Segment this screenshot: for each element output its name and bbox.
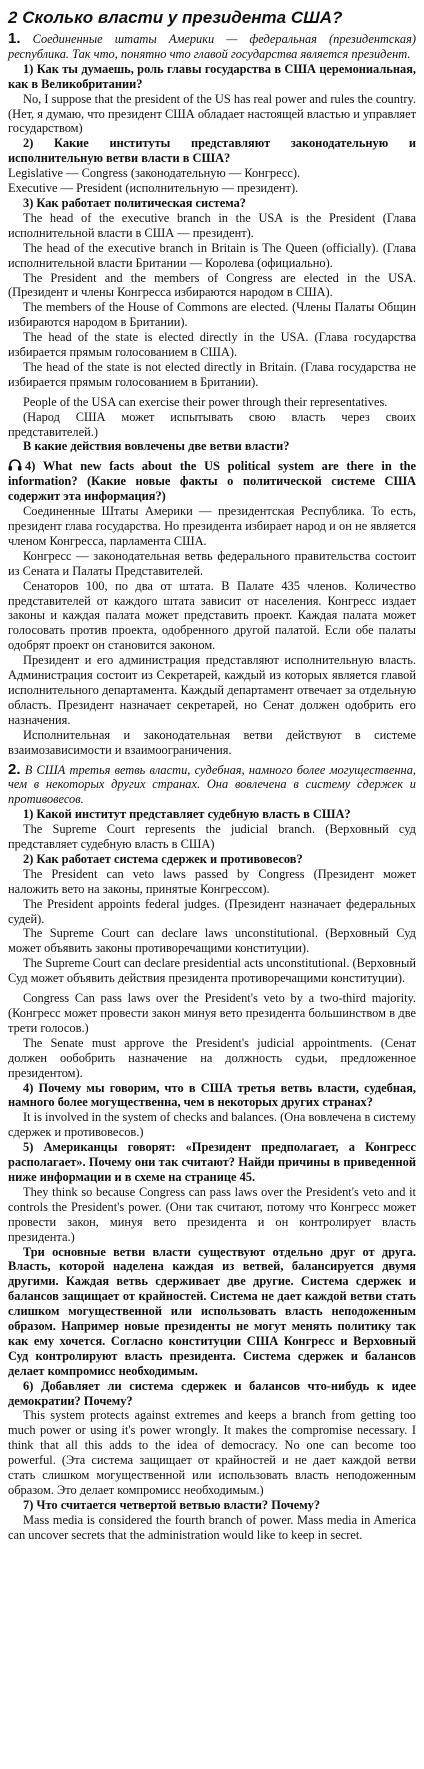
task4-paragraph-3: Сенаторов 100, по два от штата. В Палате 435 членов. Количество представителей от каждого штата зависит от населения. Конгресс издает законы и каждая палата может представить проект. Каждая палата может голосовать против проекта, одобренного другой палатой. Если обе палаты одобрят проект он становится законом.	[8, 578, 416, 653]
task1-question-3: 3) Как работает политическая система?	[23, 195, 246, 210]
task4-paragraph-5: Исполнительная и законодательная ветви действуют в системе взаимозависимости и взаимоограничения.	[8, 727, 416, 757]
task2-number: 2.	[8, 760, 21, 778]
headphones-icon	[8, 459, 22, 471]
task2-question-4: 4) Почему мы говорим, что в США третья ветвь власти, судебная, намного более могущественна, чем в некоторых других странах?	[8, 1080, 416, 1110]
task2-paragraph-3: Три основные ветви власти существуют отдельно друг от друга. Власть, которой наделена каждая из ветвей, балансируется двумя другими. Каждая ветвь сдерживает две другие. Система сдержек и балансов защищает от крайностей. Система не дает каждой ветви стать слишком могущественной или использовать власть неподоженным образом. Например новые президенты не могут менять политику так как ему хочется. Согласно конституции США Конгресс и Верховный Суд контролируют власть президента. Система сдержек и балансов делает компромисс необходимым.	[8, 1244, 416, 1378]
task1-question-1: 1) Как ты думаешь, роль главы государства в США церемониальная, как в Великобритании?	[8, 61, 416, 91]
task2-answer-4: It is involved in the system of checks and balances. (Она вовлечена в систему сдержек и противовесов.)	[8, 1110, 416, 1140]
task2-answer-1: The Supreme Court represents the judicial branch. (Верховный суд представляет судебную власть в США)	[8, 822, 416, 852]
task2-answer-5: They think so because Congress can pass laws over the President's veto and it controls the President's power. (Они так считают, потому что Конгресс может провести закон, минуя вето президента и он контролирует власть президента.)	[8, 1184, 416, 1244]
task1-answer-2b: Executive — President (исполнительную — президент).	[8, 181, 299, 196]
task2-intro: 2. В США третья ветвь власти, судебная, намного более могущественна, чем в некоторых других странах. Она вовлечена в систему сдержек и противовесов.	[8, 760, 416, 807]
task4-paragraph-2: Конгресс — законодательная ветвь федерального правительства состоит из Сената и Палаты Представителей.	[8, 548, 416, 578]
task1-answer-3-1: The head of the executive branch in the USA is the President (Глава исполнительной власти в США — президент).	[8, 210, 416, 240]
task2-question-2: 2) Как работает система сдержек и противовесов?	[23, 851, 303, 866]
task2-answer-2-1: The President can veto laws passed by Congress (Президент может наложить вето на законы, принятые Конгрессом).	[8, 866, 416, 896]
task2-answer-7: Mass media is considered the fourth branch of power. Mass media in America can uncover secrets that the administration would like to keep in secret.	[8, 1512, 416, 1542]
title-text: Сколько власти у президента США?	[17, 8, 343, 27]
task2-question-6: 6) Добавляет ли система сдержек и балансов что-нибудь к идее демократии? Почему?	[8, 1378, 416, 1408]
task2-paragraph-2: The Senate must approve the President's judicial appointments. (Сенат должен ообобрить назначение на должность судьи, предложенное президентом).	[8, 1035, 416, 1080]
task1-answer-2a: Legislative — Congress (законодательную — Конгресс).	[8, 166, 301, 181]
task1-answer-1: No, I suppose that the president of the US has real power and rules the country. (Нет, я думаю, что президент США обладает настоящей властью и управляет государством)	[8, 91, 416, 136]
task1-answer-3-6: The head of the state is not elected directly in Britain. (Глава государства не избирается прямым голосованием в Британии).	[8, 359, 416, 389]
task4-question: 4) What new facts about the US political system are there in the information? (Какие новые факты о политической системе США содержит эта информация?)	[8, 459, 416, 504]
task2-answer-2-2: The President appoints federal judges. (Президент назначает федеральных судей).	[8, 896, 416, 926]
task4-paragraph-1: Соединенные Штаты Америки — президентская Республика. То есть, президент глава государства. Но президента избирает народ и он не является членом Конгресса, парламента США.	[8, 504, 416, 548]
task1-answer-3-2: The head of the executive branch in Britain is The Queen (officially). (Глава исполнительной власти Британии — Королева (официально).	[8, 240, 416, 270]
task1-answer-3-4: The members of the House of Commons are elected. (Члены Палаты Общин избираются народом в Британии).	[8, 300, 416, 330]
task2-paragraph-1: Congress Can pass laws over the President's veto by a two-third majority. (Конгресс может провести закон минуя вето президента большинством в две трети голосов.)	[8, 991, 416, 1035]
task1-paragraph-1: People of the USA can exercise their power through their representatives.	[23, 394, 388, 409]
task1-answer-3-5: The head of the state is elected directly in the USA. (Глава государства избирается прямым голосованием в США).	[8, 330, 416, 360]
task2-question-5: 5) Американцы говорят: «Президент предполагает, а Конгресс располагает». Почему они так считают? Найди причины в приведенной ниже информации и в схеме на странице 45.	[8, 1140, 416, 1184]
task1-answer-3-3: The President and the members of Congress are elected in the USA. (Президент и члены Конгресса избираются народом в США).	[8, 270, 416, 300]
task1-question-4: В какие действия вовлечены две ветви власти?	[23, 439, 290, 454]
task2-answer-2-3: The Supreme Court can declare laws unconstitutional. (Верховный Суд может объявить законы противоречащими конституции).	[8, 926, 416, 956]
task2-answer-6: This system protects against extremes and keeps a branch from getting too much power or using it's power wrongly. It makes the compromise necessary. I think that all this adds to the idea of democracy. No one can become too powerful. (Эта система защищает от крайностей и не дает каждой ветви стать слишком могущественной или использовать власть неподоженным образом. Это делает компромисс необходимым.)	[8, 1408, 416, 1497]
task2-question-7: 7) Что считается четвертой ветвью власти? Почему?	[23, 1497, 321, 1512]
task1-paragraph-2: (Народ США может испытывать свою власть через своих представителей.)	[8, 409, 416, 439]
task1-question-2: 2) Какие институты представляют законодательную и исполнительную ветви власти в США?	[8, 136, 416, 166]
task1-intro: 1. Соединенные штаты Америки — федеральная (президентская) республика. Так что, понятно что главой государства является президент.	[8, 30, 416, 61]
page-title	[8, 6, 416, 30]
task2-question-1: 1) Какой институт представляет судебную власть в США?	[23, 807, 351, 822]
task2-answer-2-4: The Supreme Court can declare presidential acts unconstitutional. (Верховный Суд может объявить действия президента противоречащими конституции).	[8, 956, 416, 986]
task1-number: 1.	[8, 30, 21, 47]
title-number: 2	[8, 8, 18, 27]
task4-paragraph-4: Президент и его администрация представляют исполнительную власть. Администрация состоит из Секретарей, каждый из которых является главой исполнительного департамента. Каждый департамент отвечает за отдельную область. Президент назначает секретарей, но Сенат должен одобрить его назначения.	[8, 653, 416, 727]
